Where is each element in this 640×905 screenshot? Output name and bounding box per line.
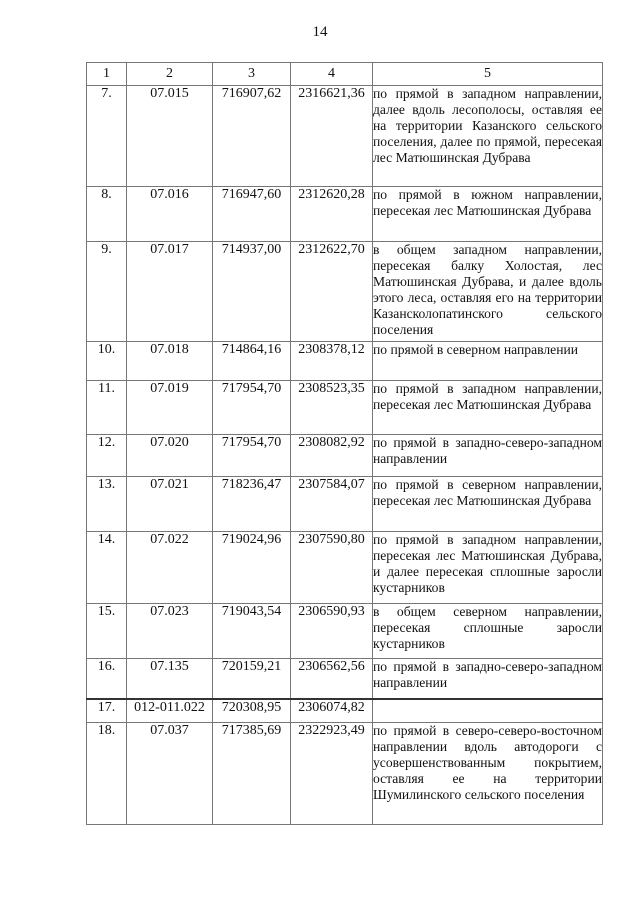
coord-y: 2306590,93	[291, 604, 373, 659]
table-header-row	[87, 63, 603, 86]
table-row	[87, 187, 603, 242]
boundary-description: по прямой в северном направлении	[373, 342, 603, 381]
boundary-description: в общем северном направлении, пересекая сплошные заросли кустарников	[373, 604, 603, 659]
coord-y: 2308378,12	[291, 342, 373, 381]
table-row	[87, 86, 603, 187]
row-number: 10.	[87, 342, 127, 381]
point-id: 07.016	[127, 187, 213, 242]
coord-y: 2308523,35	[291, 381, 373, 435]
coord-y: 2306074,82	[291, 699, 373, 723]
coord-y: 2307590,80	[291, 532, 373, 604]
point-id: 07.019	[127, 381, 213, 435]
row-number: 15.	[87, 604, 127, 659]
column-header-5: 5	[373, 63, 603, 86]
coord-x: 717954,70	[213, 381, 291, 435]
table-row	[87, 342, 603, 381]
coord-y: 2308082,92	[291, 435, 373, 477]
coord-x: 716907,62	[213, 86, 291, 187]
page-number: 14	[312, 24, 328, 40]
point-id: 07.015	[127, 86, 213, 187]
row-number: 16.	[87, 659, 127, 699]
coord-x: 718236,47	[213, 477, 291, 532]
coord-y: 2316621,36	[291, 86, 373, 187]
coord-y: 2312622,70	[291, 242, 373, 342]
coord-y: 2322923,49	[291, 723, 373, 825]
coord-x: 717954,70	[213, 435, 291, 477]
table-row	[87, 477, 603, 532]
boundary-description: по прямой в южном направлении, пересекая лес Матюшинская Дубрава	[373, 187, 603, 242]
table-row	[87, 381, 603, 435]
boundary-description: по прямой в западном направлении, пересекая лес Матюшинская Дубрава	[373, 381, 603, 435]
table-row	[87, 604, 603, 659]
table-row	[87, 435, 603, 477]
boundary-table	[86, 62, 603, 825]
point-id: 07.021	[127, 477, 213, 532]
boundary-description	[373, 699, 603, 723]
table-row	[87, 699, 603, 723]
row-number: 18.	[87, 723, 127, 825]
column-header-3: 3	[213, 63, 291, 86]
column-header-4: 4	[291, 63, 373, 86]
coord-x: 716947,60	[213, 187, 291, 242]
boundary-description: по прямой в западно-северо-западном направлении	[373, 435, 603, 477]
coord-y: 2312620,28	[291, 187, 373, 242]
column-header-1: 1	[87, 63, 127, 86]
row-number: 12.	[87, 435, 127, 477]
boundary-description: по прямой в западном направлении, далее вдоль лесополосы, оставляя ее на территории Казанского сельского поселения, далее по прямой, пересекая лес Матюшинская Дубрава	[373, 86, 603, 187]
boundary-description: по прямой в западном направлении, пересекая лес Матюшинская Дубрава, и далее пересекая сплошные заросли кустарников	[373, 532, 603, 604]
row-number: 7.	[87, 86, 127, 187]
coord-x: 717385,69	[213, 723, 291, 825]
point-id: 07.020	[127, 435, 213, 477]
boundary-description: по прямой в западно-северо-западном направлении	[373, 659, 603, 699]
coord-x: 714864,16	[213, 342, 291, 381]
boundary-description: по прямой в северном направлении, пересекая лес Матюшинская Дубрава	[373, 477, 603, 532]
row-number: 11.	[87, 381, 127, 435]
coord-x: 719024,96	[213, 532, 291, 604]
point-id: 07.135	[127, 659, 213, 699]
coord-x: 720308,95	[213, 699, 291, 723]
boundary-description: в общем западном направлении, пересекая балку Холостая, лес Матюшинская Дубрава, и далее вдоль этого леса, оставляя его на территории Казансколопатинского сельского поселения	[373, 242, 603, 342]
row-number: 13.	[87, 477, 127, 532]
point-id: 07.018	[127, 342, 213, 381]
point-id: 07.023	[127, 604, 213, 659]
boundary-description: по прямой в северо-северо-восточном направлении вдоль автодороги с усовершенствованным покрытием, оставляя ее на территории Шумилинского сельского поселения	[373, 723, 603, 825]
table-row	[87, 532, 603, 604]
row-number: 17.	[87, 699, 127, 723]
coord-x: 714937,00	[213, 242, 291, 342]
table-row	[87, 242, 603, 342]
coord-x: 719043,54	[213, 604, 291, 659]
column-header-2: 2	[127, 63, 213, 86]
point-id: 07.022	[127, 532, 213, 604]
row-number: 8.	[87, 187, 127, 242]
table-row	[87, 723, 603, 825]
coord-y: 2306562,56	[291, 659, 373, 699]
point-id: 012-011.022	[127, 699, 213, 723]
point-id: 07.017	[127, 242, 213, 342]
point-id: 07.037	[127, 723, 213, 825]
row-number: 14.	[87, 532, 127, 604]
coord-x: 720159,21	[213, 659, 291, 699]
coord-y: 2307584,07	[291, 477, 373, 532]
table-row	[87, 659, 603, 699]
row-number: 9.	[87, 242, 127, 342]
